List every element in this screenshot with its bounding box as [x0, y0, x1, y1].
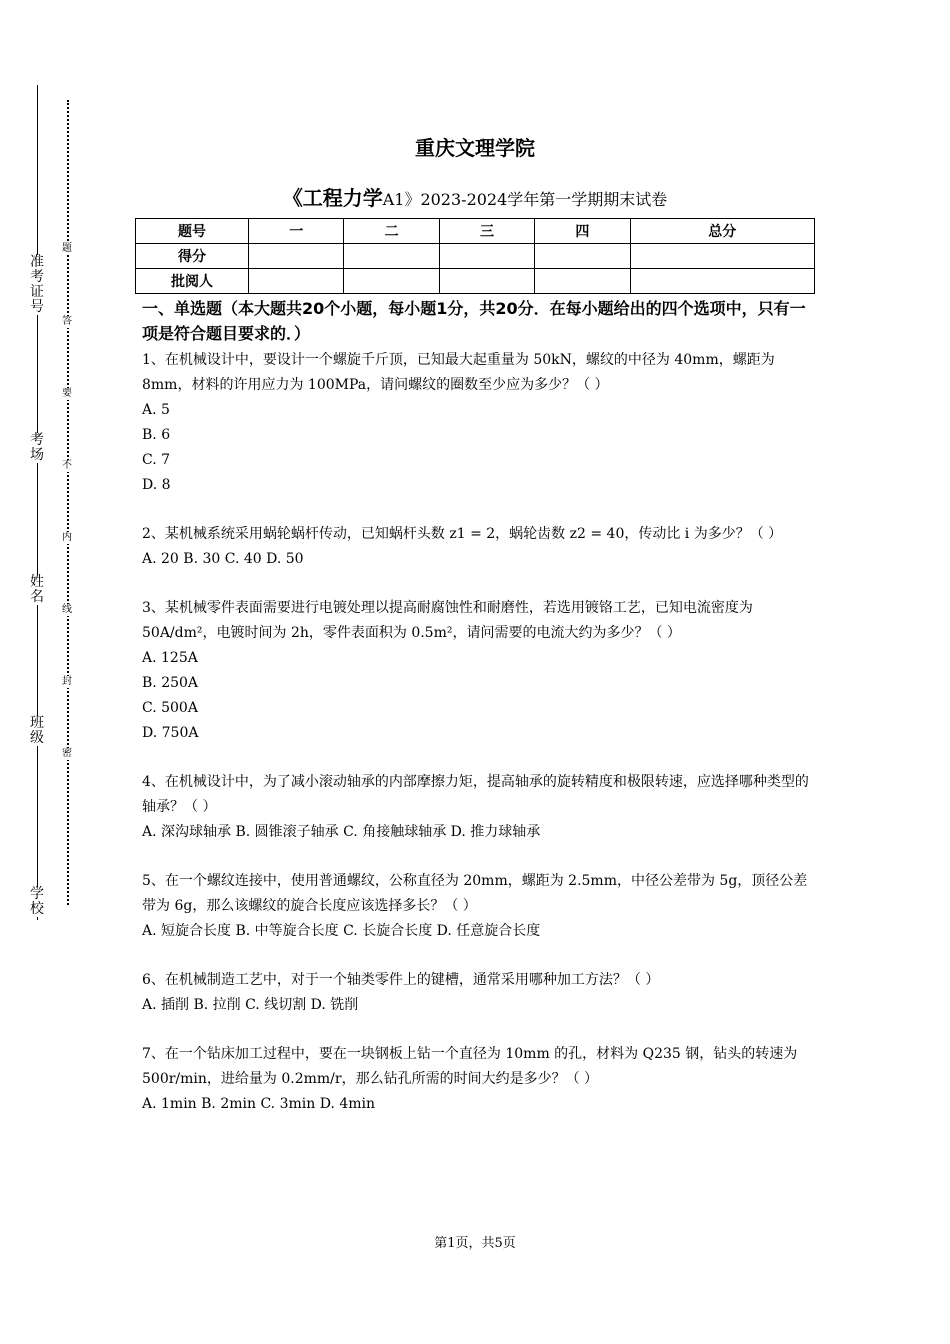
field-exam-room-label: 考 场: [30, 432, 44, 463]
score-cell: [535, 244, 630, 269]
score-cell: [344, 269, 439, 294]
question: [142, 1042, 814, 1117]
question-option: C. 500A: [142, 700, 198, 716]
seal-dotted-line: [67, 100, 69, 905]
field-name-label: 姓 名: [30, 574, 44, 605]
score-row-label: 得分: [136, 244, 249, 269]
question-option: C. 7: [142, 452, 171, 468]
score-table: [135, 218, 815, 294]
score-cell: [344, 244, 439, 269]
score-cell: [439, 244, 534, 269]
score-table-header: 总分: [630, 219, 814, 244]
score-cell: [439, 269, 534, 294]
question-option: A. 深沟球轴承 B. 圆锥滚子轴承 C. 角接触球轴承 D. 推力球轴承: [142, 824, 541, 840]
seal-char: 答: [62, 316, 72, 327]
question-option: D. 750A: [142, 725, 199, 741]
score-table-row: [136, 269, 815, 294]
seal-char: 要: [62, 388, 72, 399]
field-class: [18, 716, 56, 746]
question-option: A. 5: [142, 402, 170, 418]
score-table-header: 三: [439, 219, 534, 244]
exam-title: [0, 182, 950, 211]
field-class-label: 班 级: [30, 715, 44, 746]
score-cell: [249, 244, 344, 269]
section-title: 一、单选题（本大题共20个小题，每小题1分，共20分．在每小题给出的四个选项中，只有一项是符合题目要求的．）: [142, 299, 806, 343]
question-option: B. 250A: [142, 675, 199, 691]
field-exam-number-label: 准 考 证 号: [30, 254, 44, 315]
school-title: 重庆文理学院: [415, 136, 535, 160]
score-cell: [630, 244, 814, 269]
score-table-header: 一: [249, 219, 344, 244]
question-text: 6、在机械制造工艺中，对于一个轴类零件上的键槽，通常采用哪种加工方法？（ ）: [142, 972, 660, 988]
seal-char: 不: [62, 460, 72, 471]
question: [142, 770, 814, 845]
question-option: A. 125A: [142, 650, 198, 666]
question-option: A. 20 B. 30 C. 40 D. 50: [142, 551, 304, 567]
score-cell: [630, 269, 814, 294]
seal-char: 线: [62, 604, 72, 615]
score-cell: [249, 269, 344, 294]
question: [142, 522, 814, 572]
question-text: 4、在机械设计中，为了减小滚动轴承的内部摩擦力矩，提高轴承的旋转精度和极限转速，应选择哪种类型的轴承？（ ）: [142, 774, 809, 815]
question: [142, 869, 814, 944]
score-cell: [535, 269, 630, 294]
score-table-header: 题号: [136, 219, 249, 244]
question-option: B. 6: [142, 427, 171, 443]
field-name: [18, 575, 56, 605]
score-table-header-row: [136, 219, 815, 244]
seal-char: 内: [62, 532, 72, 543]
exam-title-rest: A1》2023-2024学年第一学期期末试卷: [382, 190, 668, 209]
field-exam-number: [18, 255, 56, 315]
seal-char: 题: [62, 243, 72, 254]
seal-char: 密: [62, 748, 72, 759]
question-option: A. 短旋合长度 B. 中等旋合长度 C. 长旋合长度 D. 任意旋合长度: [142, 923, 541, 939]
question: [142, 596, 814, 746]
field-school-label: 学 校: [30, 886, 44, 917]
score-row-label: 批阅人: [136, 269, 249, 294]
question-option: A. 1min B. 2min C. 3min D. 4min: [142, 1096, 375, 1112]
question-text: 3、某机械零件表面需要进行电镀处理以提高耐腐蚀性和耐磨性，若选用镀铬工艺，已知电流密度为 50A/dm²，电镀时间为 2h，零件表面积为 0.5m²，请问需要的电流大约为多少？（ ）: [142, 600, 753, 641]
question-text: 7、在一个钻床加工过程中，要在一块钢板上钻一个直径为 10mm 的孔，材料为 Q235 钢，钻头的转速为 500r/min，进给量为 0.2mm/r，那么钻孔所需的时间大约是多少？（ ）: [142, 1046, 798, 1087]
question: [142, 968, 814, 1018]
score-table-header: 二: [344, 219, 439, 244]
question-option: A. 插削 B. 拉削 C. 线切割 D. 铣削: [142, 997, 359, 1013]
seal-char: 封: [62, 676, 72, 687]
question-text: 5、在一个螺纹连接中，使用普通螺纹，公称直径为 20mm，螺距为 2.5mm，中径公差带为 5g，顶径公差带为 6g，那么该螺纹的旋合长度应该选择多长？（ ）: [142, 873, 808, 914]
question-text: 2、某机械系统采用蜗轮蜗杆传动，已知蜗杆头数 z1 = 2，蜗轮齿数 z2 = 40，传动比 i 为多少？（ ）: [142, 526, 783, 542]
exam-content: [142, 296, 814, 1141]
page-footer: 第1页，共5页: [434, 1236, 516, 1251]
score-table-header: 四: [535, 219, 630, 244]
question: [142, 348, 814, 498]
course-name: 《工程力学: [282, 186, 383, 210]
question-text: 1、在机械设计中，要设计一个螺旋千斤顶，已知最大起重量为 50kN，螺纹的中径为 40mm，螺距为 8mm，材料的许用应力为 100MPa，请问螺纹的圈数至少应为多少？（ ）: [142, 352, 775, 393]
field-school: [18, 887, 56, 917]
question-option: D. 8: [142, 477, 171, 493]
field-exam-room: [18, 433, 56, 463]
score-table-row: [136, 244, 815, 269]
